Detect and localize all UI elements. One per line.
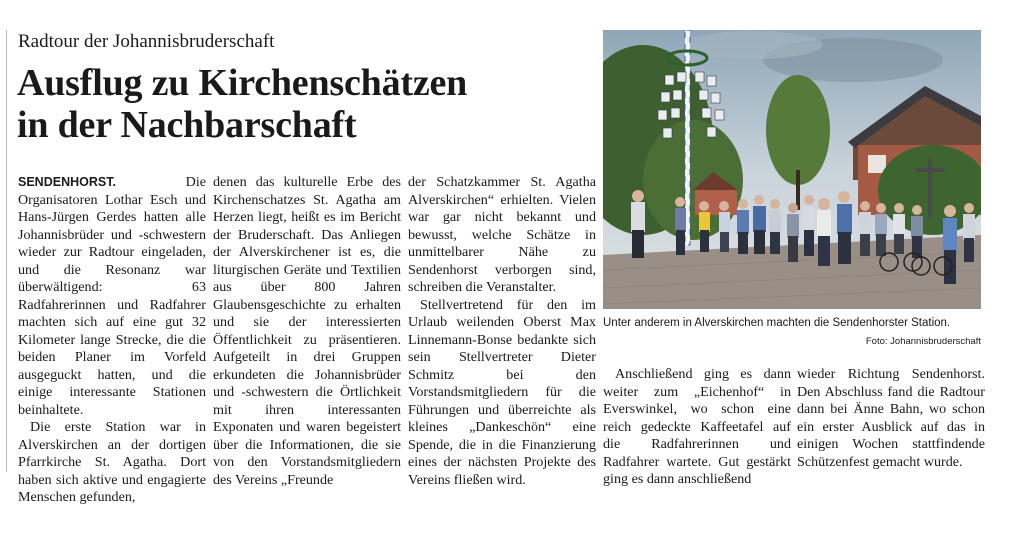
photo-credit: Foto: Johannisbruderschaft (865, 336, 981, 347)
headline-line-2: in der Nachbarschaft (17, 104, 357, 146)
text-column-1 (18, 174, 206, 507)
article-kicker: Radtour der Johannisbruderschaft (18, 31, 275, 52)
col1-paragraph-1 (18, 174, 206, 419)
article-headline (17, 62, 467, 146)
text-column-4 (603, 366, 791, 489)
text-column-5 (797, 366, 985, 471)
left-margin-rule (6, 30, 7, 472)
col5-paragraph-1: wieder Richtung Sendenhorst. Den Abschluss fand die Radtour dann bei Änne Bahn, wo schon ein erster Ausblick auf das in einigen Wochen stattfindende Schützenfest gemacht wurde. (797, 366, 985, 470)
photo-caption: Unter anderem in Alverskirchen machten die Sendenhorster Station. (603, 317, 951, 329)
headline-line-1: Ausflug zu Kirchenschätzen (17, 62, 468, 104)
col1-paragraph-2: Die erste Station war in Alverskirchen an der dortigen Pfarrkirche St. Agatha. Dort haben sich aktive und engagierte Menschen gefunden, (18, 419, 206, 505)
photo-group-maypole (603, 30, 981, 309)
col3-paragraph-1: der Schatzkammer St. Agatha Alverskirchen“ erhielten. Vielen war gar nicht bekannt und bewusst, welche Schätze in unmittelbarer Nähe zu Sendenhorst verborgen sind, schreiben die Veranstalter. (408, 174, 596, 295)
text-column-3 (408, 174, 596, 489)
dateline: SENDENHORST. (18, 175, 116, 189)
col2-paragraph-1: denen das kulturelle Erbe des Kirchenschatzes St. Agatha am Herzen liegt, heißt es im Bericht der Bruderschaft. Das Anliegen der Alverskirchener ist es, die liturgischen Geräte und Textilien aus über 800 Jahren Glaubensgeschichte zu erhalten und sie der interessierten Öffentlichkeit zu präsentieren. Aufgeteilt in drei Gruppen erkundeten die Johannisbrüder und -schwestern die Örtlichkeit mit ihren interessanten Exponaten und waren begeistert über die Informationen, die sie von den Vorstandsmitgliedern des Vereins „Freunde (213, 174, 401, 488)
col1-paragraph-1-text: Die Organisatoren Lothar Esch und Hans-Jürgen Gerdes hatten alle Johannisbrüder und -schwestern wieder zur Radtour eingeladen, und die Resonanz war überwältigend: 63 Radfahrerinnen und Radfahrer machten sich auf eine gut 32 Kilometer lange Strecke, die die beiden Planer im Vorfeld ausgeguckt hatten, und die einige interessante Stationen beinhaltete. (18, 174, 206, 418)
text-column-2 (213, 174, 401, 489)
article-photo (603, 30, 981, 309)
col4-paragraph-1: Anschließend ging es dann weiter zum „Eichenhof“ in Everswinkel, wo schon eine reich gedeckte Kaffeetafel auf die Radfahrerinnen und Radfahrer wartete. Gut gestärkt ging es dann anschließend (603, 366, 791, 487)
col3-paragraph-2: Stellvertretend für den im Urlaub weilenden Oberst Max Linnemann-Bonse bedankte sich sein Stellvertreter Dieter Schmitz bei den Vorstandsmitgliedern für die Führungen und überreichte als kleines „Dankeschön“ eine Spende, die in die Finanzierung eines der nächsten Projekte des Vereins fließen wird. (408, 296, 596, 488)
